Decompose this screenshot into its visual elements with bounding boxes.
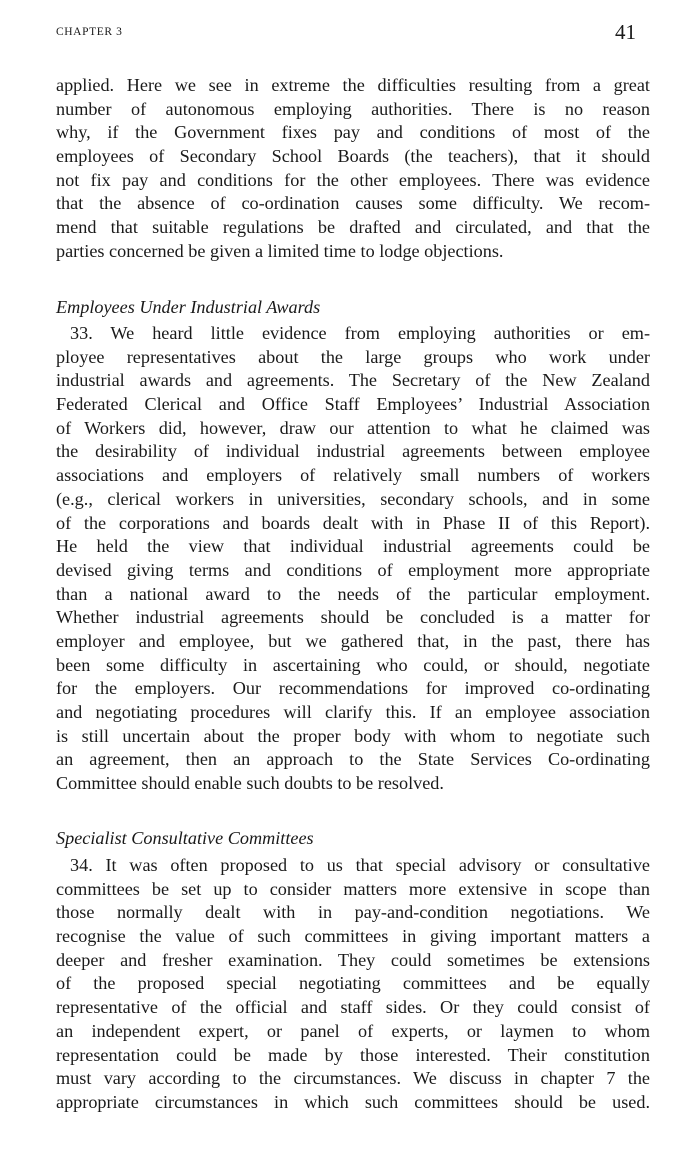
text-line: of the proposed special negotiating committees and be equally: [56, 973, 650, 994]
text-line: than a national award to the needs of the particular employment.: [56, 583, 650, 604]
text-line: and negotiating procedures will clarify this. If an employee association: [56, 702, 650, 722]
text-line: an independent expert, or panel of experts, or laymen to whom: [56, 1020, 650, 1041]
page-number: 41: [615, 20, 636, 44]
text-line: been some difficulty in ascertaining who could, or should, negotiate: [56, 654, 650, 675]
text-line: ployee representatives about the large groups who work under: [56, 346, 650, 367]
text-line: recognise the value of such committees in giving important matters a: [56, 926, 650, 947]
text-line: must vary according to the circumstances. We discuss in chapter 7 the: [56, 1068, 650, 1089]
text-line: devised giving terms and conditions of employment more appropriate: [56, 559, 650, 580]
text-line: 33. We heard little evidence from employing authorities or em-: [70, 323, 650, 343]
text-line: not fix pay and conditions for the other employees. There was evidence: [56, 169, 650, 190]
text-line: that the absence of co-ordination causes some difficulty. We recom-: [56, 193, 650, 214]
text-line: of the corporations and boards dealt with in Phase II of this Report).: [56, 512, 650, 533]
text-line: (e.g., clerical workers in universities, secondary schools, and in some: [56, 488, 650, 509]
text-line: employer and employee, but we gathered that, in the past, there has: [56, 630, 650, 651]
text-line: Committee should enable such doubts to be resolved.: [56, 773, 444, 794]
text-line: an agreement, then an approach to the State Services Co-ordinating: [56, 749, 650, 770]
text-line: of Workers did, however, draw our attention to what he claimed was: [56, 417, 650, 438]
paragraph-34: [56, 854, 650, 1115]
text-line: representative of the official and staff sides. Or they could consist of: [56, 997, 650, 1018]
text-line: appropriate circumstances in which such committees should be used.: [56, 1091, 650, 1112]
text-line: those normally dealt with in pay-and-condition negotiations. We: [56, 902, 650, 923]
text-line: associations and employers of relatively small numbers of workers: [56, 465, 650, 486]
paragraph-33: [56, 322, 650, 796]
text-line: the desirability of individual industrial agreements between employee: [56, 441, 650, 462]
section-heading-specialist-committees: Specialist Consultative Committees: [56, 828, 314, 848]
text-line: employees of Secondary School Boards (the teachers), that it should: [56, 146, 650, 167]
text-line: committees be set up to consider matters more extensive in scope than: [56, 878, 650, 899]
text-line: Whether industrial agreements should be concluded is a matter for: [56, 607, 650, 628]
text-line: number of autonomous employing authorities. There is no reason: [56, 98, 650, 119]
section-heading-industrial-awards: Employees Under Industrial Awards: [56, 297, 321, 317]
text-line: deeper and fresher examination. They could sometimes be extensions: [56, 949, 650, 970]
text-line: He held the view that individual industrial agreements could be: [56, 536, 650, 557]
text-line: 34. It was often proposed to us that special advisory or consultative: [70, 855, 650, 875]
paragraph-32-continuation: [56, 74, 650, 264]
text-line: is still uncertain about the proper body with whom to negotiate such: [56, 725, 650, 746]
text-line: industrial awards and agreements. The Secretary of the New Zealand: [56, 370, 650, 391]
text-line: Federated Clerical and Office Staff Employees’ Industrial Association: [56, 394, 650, 415]
text-line: mend that suitable regulations be drafted and circulated, and that the: [56, 217, 650, 238]
text-line: for the employers. Our recommendations for improved co-ordinating: [56, 678, 650, 699]
running-head: CHAPTER 3: [56, 26, 123, 38]
text-line: representation could be made by those interested. Their constitution: [56, 1044, 650, 1065]
text-line: parties concerned be given a limited time to lodge objections.: [56, 240, 504, 261]
text-line: why, if the Government fixes pay and conditions of most of the: [56, 122, 650, 143]
text-line: applied. Here we see in extreme the difficulties resulting from a great: [56, 75, 650, 95]
